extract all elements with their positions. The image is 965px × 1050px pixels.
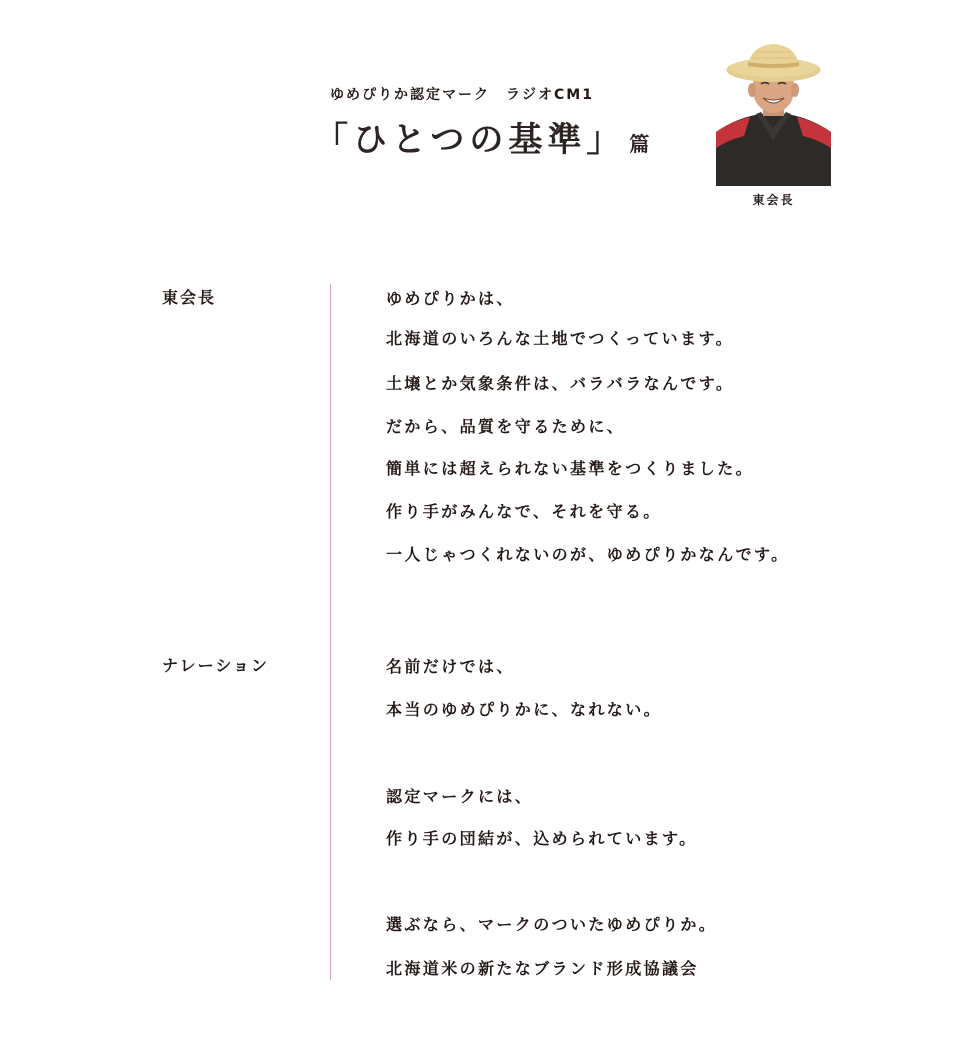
script-line: 作り手がみんなで、それを守る。: [386, 502, 662, 521]
script-line: 認定マークには、: [386, 787, 534, 806]
cm-title-main: 「ひとつの基準」: [314, 120, 626, 160]
script-line: 北海道のいろんな土地でつくっています。: [386, 329, 735, 348]
cm-title-suffix: 篇: [629, 132, 651, 156]
chairman-portrait: [716, 40, 831, 186]
script-line: 作り手の団結が、込められています。: [386, 829, 698, 848]
cm-title: [314, 112, 650, 161]
script-line: 本当のゆめぴりかに、なれない。: [386, 700, 663, 719]
script-line: 簡単には超えられない基準をつくりました。: [386, 459, 755, 478]
script-line: 一人じゃつくれないのが、ゆめぴりかなんです。: [386, 545, 790, 564]
column-divider: [330, 284, 331, 980]
script-line: 土壌とか気象条件は、バラバラなんです。: [386, 374, 735, 393]
script-line: だから、品質を守るために、: [386, 417, 626, 436]
cm-subtitle: ゆめぴりか認定マーク ラジオCM1: [330, 87, 594, 103]
portrait-caption: 東会長: [752, 193, 795, 207]
speaker-label: ナレーション: [162, 656, 270, 675]
speaker-label: 東会長: [162, 288, 217, 307]
script-line: ゆめぴりかは、: [386, 289, 515, 308]
script-line: 北海道米の新たなブランド形成協議会: [386, 959, 699, 978]
script-line: 選ぶなら、マークのついたゆめぴりか。: [386, 915, 718, 934]
script-line: 名前だけでは、: [386, 657, 515, 676]
